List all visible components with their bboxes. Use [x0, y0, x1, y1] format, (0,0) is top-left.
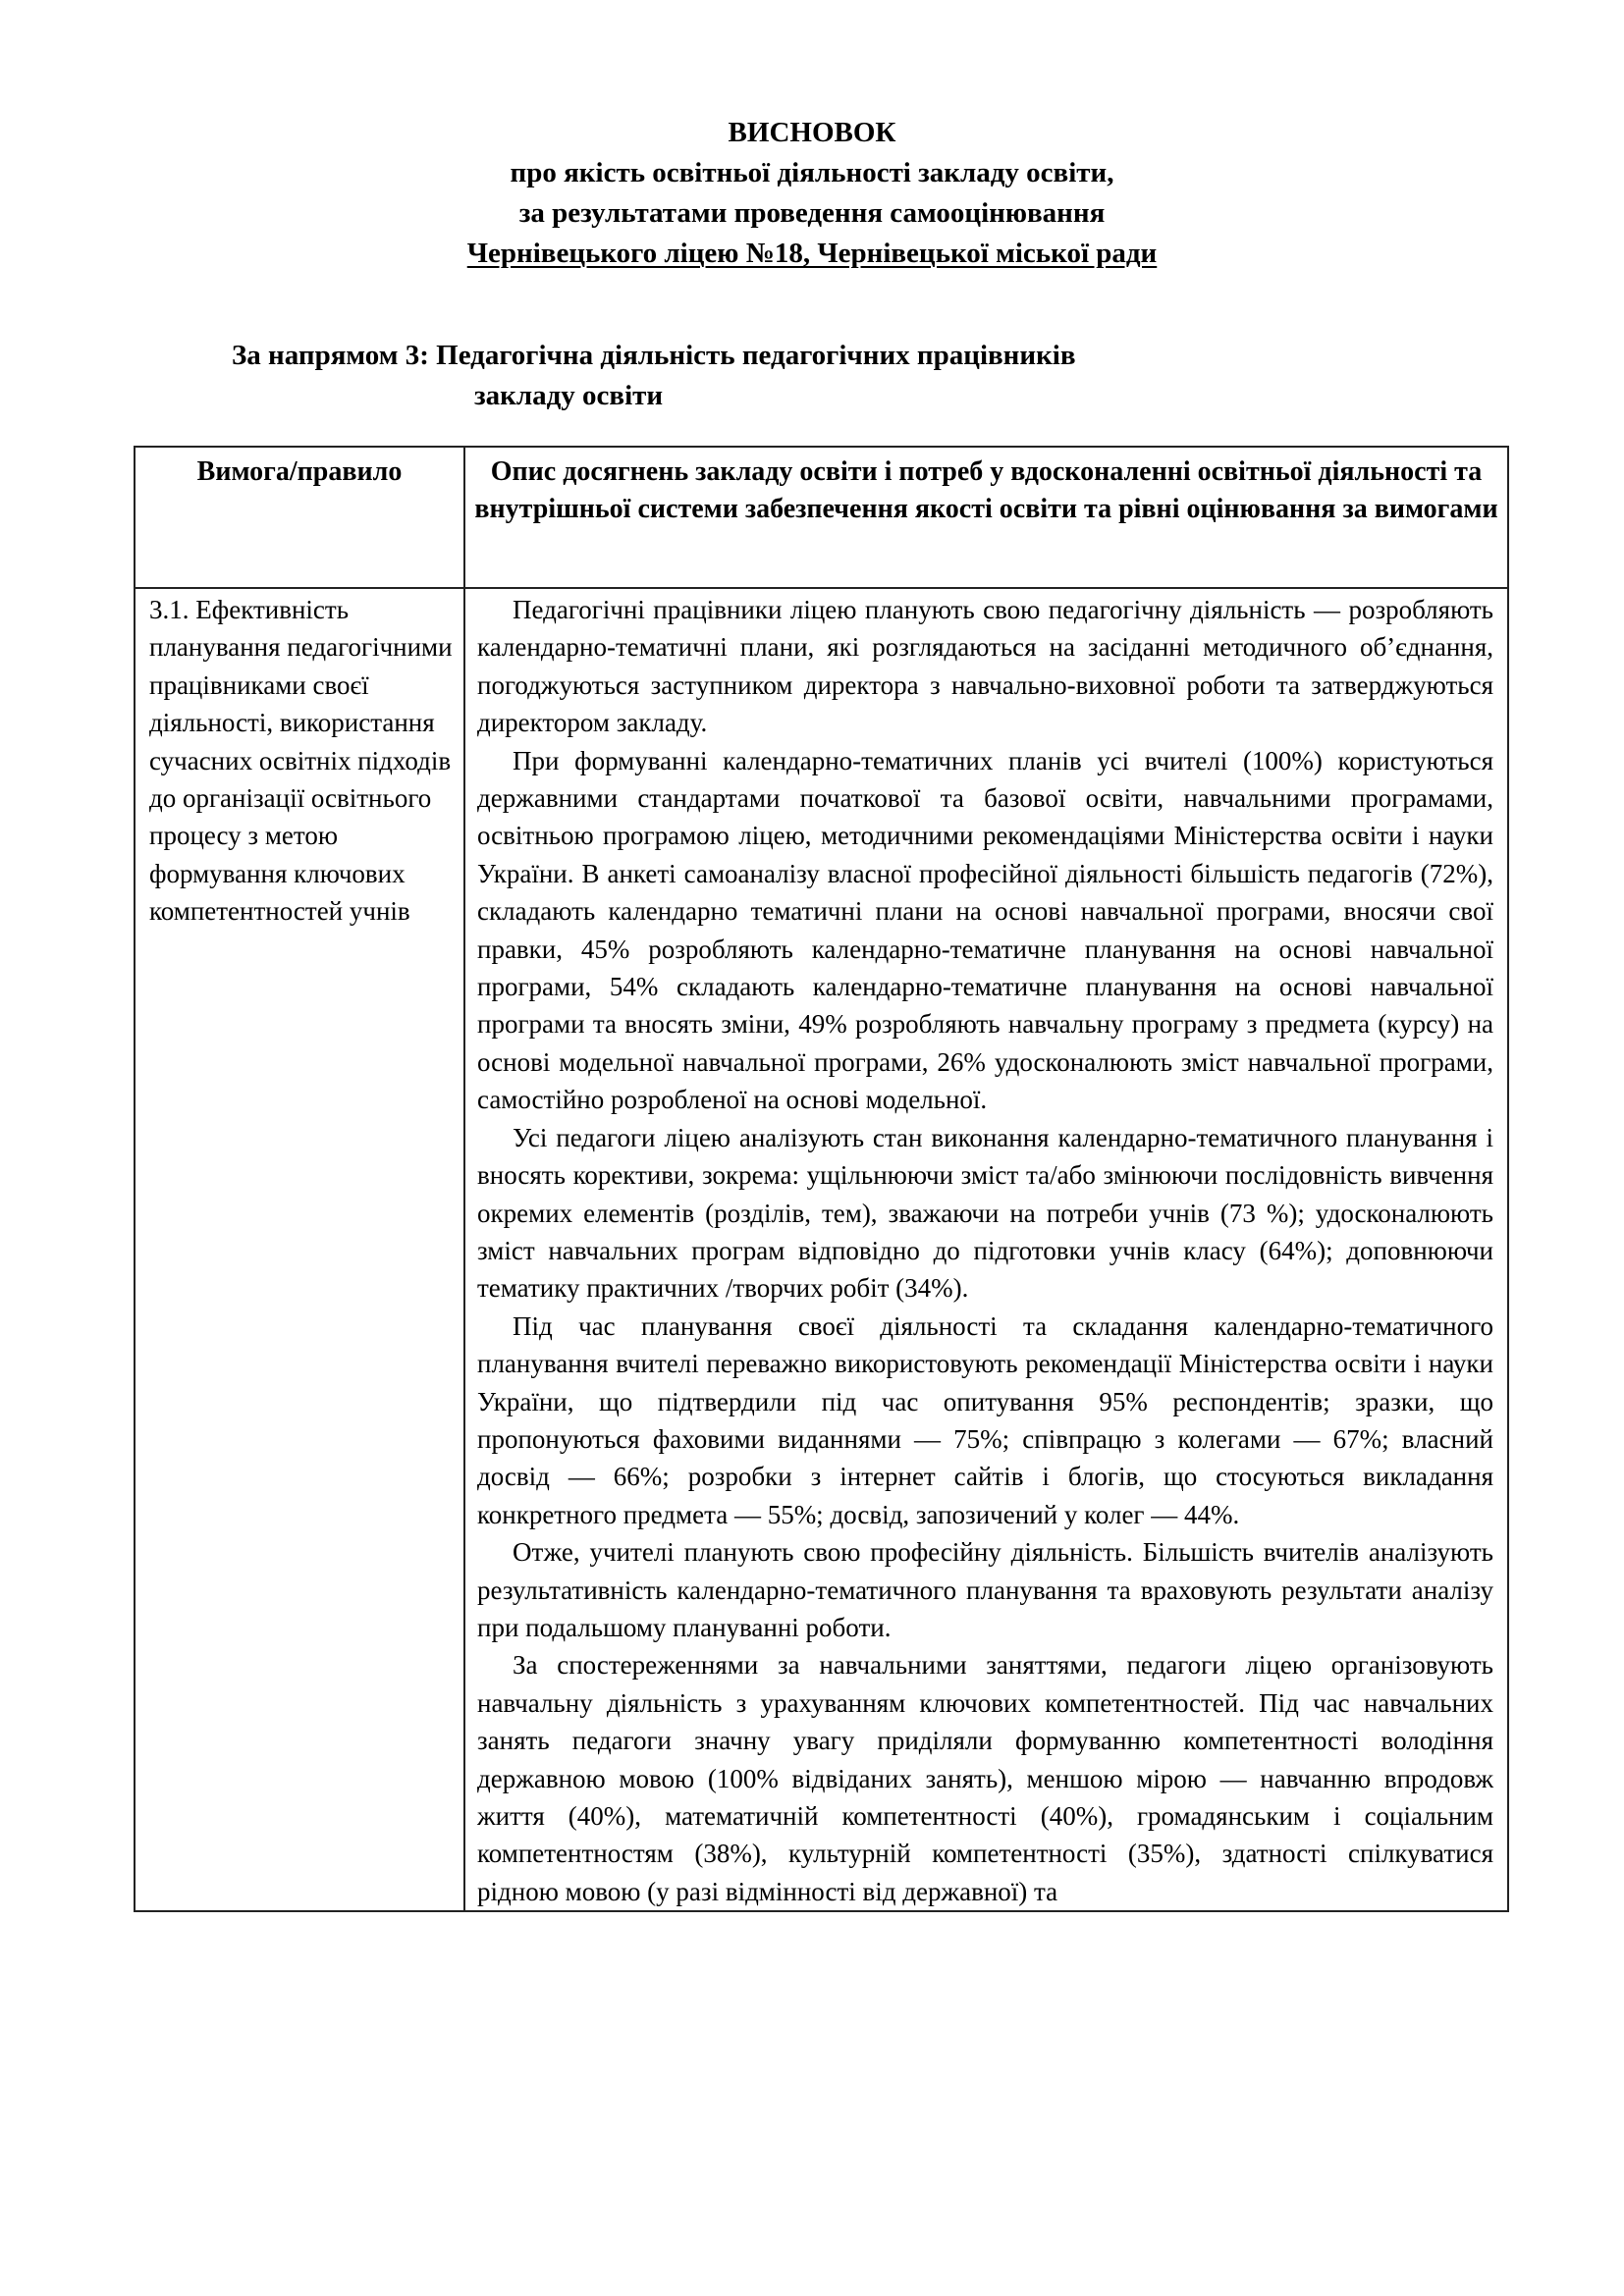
table-row — [135, 588, 1508, 1911]
description-paragraph: Усі педагоги ліцею аналізують стан виконання календарно-тематичного планування і вносять корективи, зокрема: ущільнюючи зміст та/або змінюючи послідовність вивчення окремих елементів (розділів, тем), зважаючи на потреби учнів (73 %); удосконалюють зміст навчальних програм відповідно до підготовки учнів класу (64%); доповнюючи тематику практичних /творчих робіт (34%). — [477, 1122, 1493, 1304]
description-paragraph: Під час планування своєї діяльності та складання календарно-тематичного планування вчителі переважно використовують рекомендації Міністерства освіти і науки України, що підтвердили під час опитування 95% респондентів; зразки, що пропонуються фаховими виданнями — 75%; співпрацю з колегами — 67%; власний досвід — 66%; розробки з інтернет сайтів і блогів, що стосуються викладання конкретного предмета — 55%; досвід, запозичений у колег — 44%. — [477, 1310, 1493, 1529]
description-paragraph: Педагогічні працівники ліцею планують свою педагогічну діяльність — розробляють календарно-тематичні плани, які розглядаються на засіданні методичного об’єднання, погоджуються заступником директора з навчально-виховної роботи та затверджуються директором закладу. — [477, 595, 1493, 738]
table-header-row — [135, 447, 1508, 588]
requirement-cell: 3.1. Ефективність планування педагогічними працівниками своєї діяльності, використання сучасних освітніх підходів до організації освітнього процесу з метою формування ключових компетентностей учнів — [135, 588, 464, 1911]
direction-line-2: закладу освіти — [474, 380, 664, 411]
document-subtitle-2: за результатами проведення самооцінювання — [518, 197, 1106, 229]
description-paragraph: Отже, учителі планують свою професійну діяльність. Більшість вчителів аналізують результативність календарно-тематичного планування та враховують результати аналізу при подальшому плануванні роботи. — [477, 1537, 1493, 1642]
institution-name: Чернівецького ліцею №18, Чернівецької міської ради — [466, 238, 1158, 269]
description-paragraph: При формуванні календарно-тематичних планів усі вчителі (100%) користуються державними стандартами початкової та базової освіти, навчальними програмами, освітньою програмою ліцею, методичними рекомендаціями Міністерства освіти і науки України. В анкеті самоаналізу власної професійної діяльності більшість педагогів (72%), складають календарно тематичні плани на основі навчальної програми, вносячи свої правки, 45% розробляють календарно-тематичне планування на основі навчальної програми, 54% складають календарно-тематичне планування на основі навчальної програми та вносять зміни, 49% розробляють навчальну програму з предмета (курсу) на основі модельної навчальної програми, 26% удосконалюють зміст навчальної програми, самостійно розробленої на основі модельної. — [477, 745, 1493, 1115]
direction-heading — [232, 336, 1076, 416]
header-description: Опис досягнень закладу освіти і потреб у вдосконаленні освітньої діяльності та внутрішньої системи забезпечення якості освіти та рівні оцінювання за вимогами — [464, 447, 1508, 588]
document-heading — [0, 113, 1624, 274]
description-cell — [464, 588, 1508, 1911]
document-subtitle-1: про якість освітньої діяльності закладу освіти, — [510, 157, 1114, 188]
direction-line-1: За напрямом 3: Педагогічна діяльність педагогічних працівників — [232, 340, 1076, 371]
header-requirement: Вимога/правило — [135, 447, 464, 588]
assessment-table — [134, 446, 1509, 1912]
description-paragraph: За спостереженнями за навчальними заняттями, педагоги ліцею організовують навчальну діяльність з урахуванням ключових компетентностей. Під час навчальних занять педагоги значну увагу приділяли формуванню компетентності володіння державною мовою (100% відвіданих занять), меншою мірою — навчанню впродовж життя (40%), математичній компетентності (40%), громадянським і соціальним компетентностям (38%), культурній компетентності (35%), здатності спілкуватися рідною мовою (у разі відмінності від державної) та — [477, 1650, 1493, 1906]
document-title: ВИСНОВОК — [728, 117, 896, 148]
